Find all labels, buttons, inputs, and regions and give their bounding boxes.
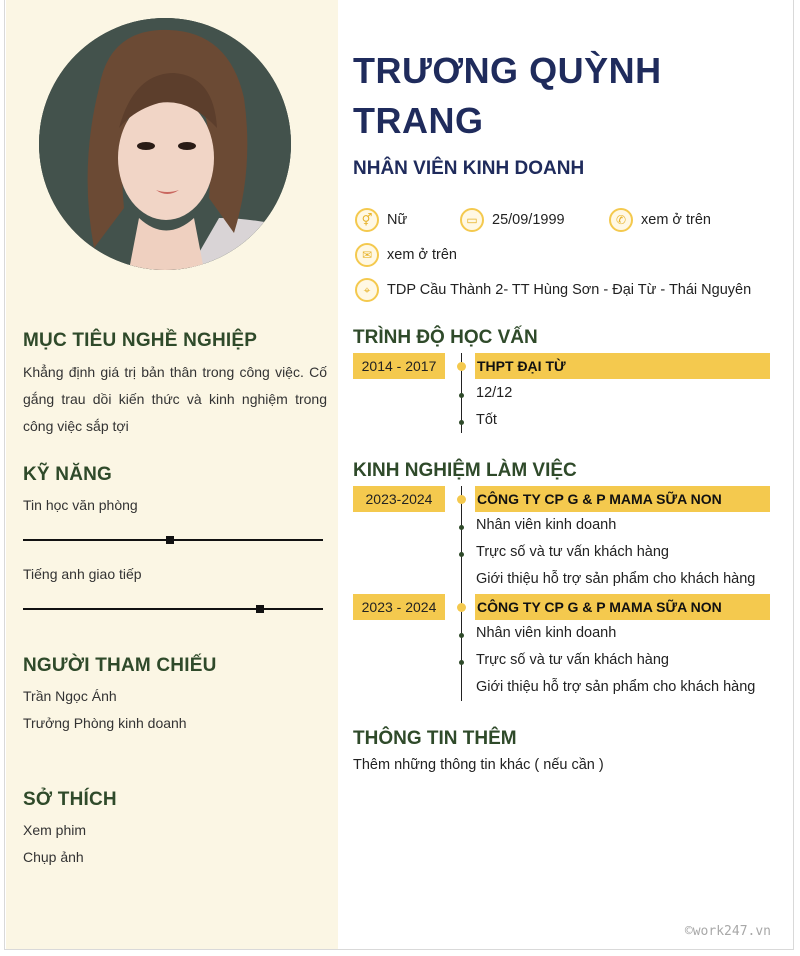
address-info — [355, 278, 751, 302]
sidebar — [6, 0, 338, 949]
candidate-name: TRƯƠNG QUỲNH TRANG — [353, 50, 662, 141]
experience-duty: Trực số và tư vấn khách hàng — [476, 544, 669, 560]
company-name: CÔNG TY CP G & P MAMA SỮA NON — [475, 594, 770, 620]
address-value: TDP Cầu Thành 2- TT Hùng Sơn - Đại Từ - Thái Nguyên — [387, 282, 752, 298]
experience-date: 2023-2024 — [353, 486, 445, 512]
location-pin-icon: ⌖ — [355, 278, 379, 302]
job-title: NHÂN VIÊN KINH DOANH — [353, 158, 585, 179]
company-name: CÔNG TY CP G & P MAMA SỮA NON — [475, 486, 770, 512]
experience-duty: Trực số và tư vấn khách hàng — [476, 652, 669, 668]
email-info — [355, 243, 457, 267]
education-date: 2014 - 2017 — [353, 353, 445, 379]
skill-level-knob — [166, 536, 174, 544]
gender-value: Nữ — [387, 212, 408, 228]
timeline-dot — [457, 603, 466, 612]
experience-position: Nhân viên kinh doanh — [476, 517, 617, 533]
hobbies-title: SỞ THÍCH — [23, 789, 117, 810]
birthday-value: 25/09/1999 — [492, 212, 565, 228]
timeline-dot — [459, 660, 464, 665]
experience-date: 2023 - 2024 — [353, 594, 445, 620]
phone-info — [609, 208, 711, 232]
education-title: TRÌNH ĐỘ HỌC VẤN — [353, 327, 538, 348]
timeline-dot — [457, 362, 466, 371]
gender-icon: ⚥ — [355, 208, 379, 232]
envelope-icon: ✉ — [355, 243, 379, 267]
hobby-item: Chụp ảnh — [23, 849, 84, 865]
avatar — [39, 18, 291, 270]
timeline-dot — [459, 552, 464, 557]
email-value: xem ở trên — [387, 247, 457, 263]
gender-info — [355, 208, 407, 232]
timeline-dot — [459, 393, 464, 398]
timeline-line — [461, 486, 462, 701]
timeline-dot — [459, 525, 464, 530]
reference-name: Trần Ngọc Ánh — [23, 688, 117, 704]
experience-duty: Giới thiệu hỗ trợ sản phẩm cho khách hàng — [476, 679, 756, 695]
skill-level-bar — [23, 539, 323, 541]
birthday-cake-icon: ▭ — [460, 208, 484, 232]
references-title: NGƯỜI THAM CHIẾU — [23, 655, 217, 676]
hobby-item: Xem phim — [23, 822, 87, 838]
education-result: Tốt — [476, 412, 497, 428]
skill-name: Tiếng anh giao tiếp — [23, 566, 142, 582]
objective-text: Khẳng định giá trị bản thân trong công việc. Cố gắng trau dồi kiến thức và kinh nghiệm trong công việc sắp tợi — [23, 364, 327, 434]
school-name: THPT ĐẠI TỪ — [475, 353, 770, 379]
watermark: ©work247.vn — [684, 924, 771, 939]
extra-info-title: THÔNG TIN THÊM — [353, 728, 517, 749]
education-grade: 12/12 — [476, 385, 513, 401]
phone-icon: ✆ — [609, 208, 633, 232]
timeline-dot — [459, 633, 464, 638]
reference-role: Trưởng Phòng kinh doanh — [23, 715, 187, 731]
extra-info-text: Thêm những thông tin khác ( nếu cần ) — [353, 757, 604, 773]
skills-title: KỸ NĂNG — [23, 464, 113, 485]
skill-name: Tin học văn phòng — [23, 497, 138, 513]
objective-title: MỤC TIÊU NGHỀ NGHIỆP — [23, 330, 258, 351]
experience-duty: Giới thiệu hỗ trợ sản phẩm cho khách hàng — [476, 571, 756, 587]
birthday-info — [460, 208, 565, 232]
skill-level-knob — [256, 605, 264, 613]
phone-value: xem ở trên — [641, 212, 711, 228]
experience-position: Nhân viên kinh doanh — [476, 625, 617, 641]
timeline-dot — [459, 420, 464, 425]
cv-page — [4, 0, 794, 950]
skill-level-bar — [23, 608, 323, 610]
avatar-photo — [39, 18, 291, 270]
timeline-dot — [457, 495, 466, 504]
experience-title: KINH NGHIỆM LÀM VIỆC — [353, 460, 577, 481]
